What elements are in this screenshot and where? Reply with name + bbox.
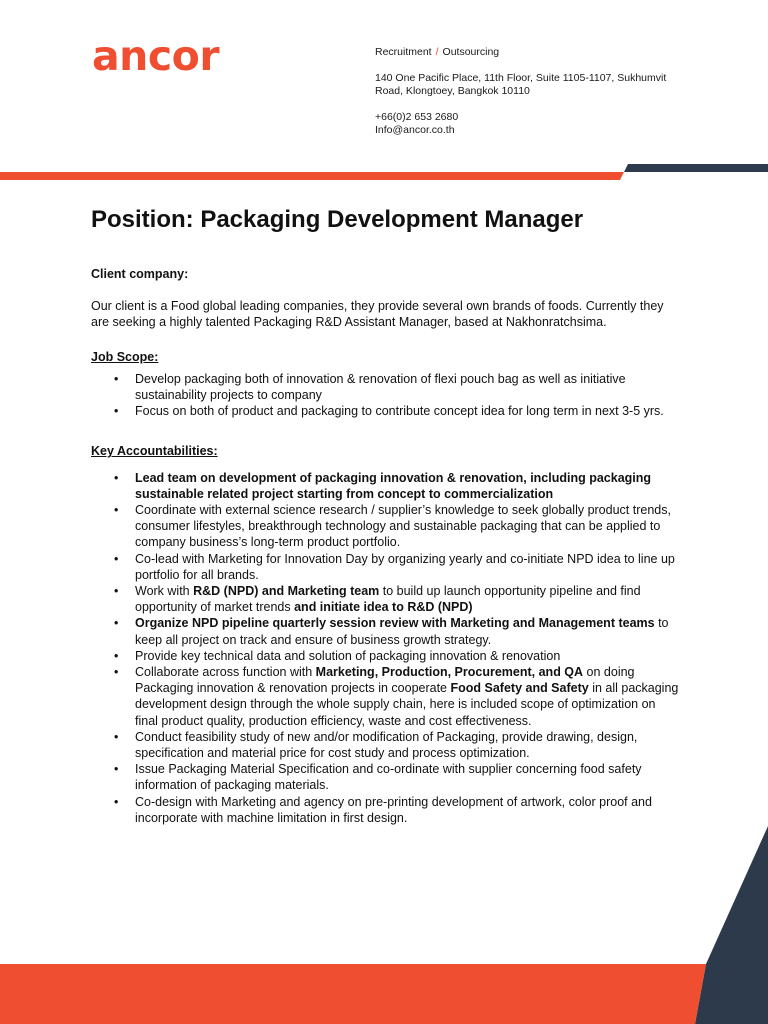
bold-text: Food Safety and Safety	[450, 681, 589, 696]
list-item	[135, 470, 681, 502]
footer-orange-band	[0, 964, 706, 1024]
item-text: Issue Packaging Material Specification and co-ordinate with supplier concerning food safety information of packaging materials.	[135, 762, 642, 793]
email-address: Info@ancor.co.th	[375, 124, 455, 136]
services-line	[375, 46, 666, 59]
list-item	[135, 551, 681, 583]
item-text: on doing Packaging innovation & renovation projects in cooperate	[135, 665, 635, 696]
page-title: Position: Packaging Development Manager	[91, 206, 584, 233]
job-scope-section	[91, 349, 681, 420]
ancor-logo: ancor	[92, 32, 220, 80]
footer-navy-triangle	[695, 826, 768, 1024]
item-text: Collaborate across function with	[135, 665, 316, 680]
contact-block	[375, 46, 666, 137]
item-text: Provide key technical data and solution of packaging innovation & renovation	[135, 648, 561, 663]
item-text: Coordinate with external science research / supplier’s knowledge to seek globally product trends, consumer lifestyles, breakthrough technology and sustainable packaging that can be applied to company business’s long-term product portfolio.	[135, 503, 671, 550]
key-accountabilities-section	[91, 443, 681, 826]
list-item: • Focus on both of product and packaging to contribute concept idea for long term in next 3-5 yrs.	[135, 403, 681, 419]
client-section	[91, 266, 681, 331]
list-item	[135, 648, 681, 664]
bold-text: Lead team on development of packaging innovation & renovation, including packaging sustainable related project starting from concept to commercialization	[135, 470, 652, 501]
address-line-1: 140 One Pacific Place, 11th Floor, Suite 1105-1107, Sukhumvit	[375, 72, 667, 84]
list-item	[135, 615, 681, 647]
address-line-2: Road, Klongtoey, Bangkok 10110	[375, 85, 530, 97]
list-item	[135, 583, 681, 615]
key-accountabilities-label: Key Accountabilities:	[91, 444, 218, 459]
outsourcing-text: Outsourcing	[442, 46, 500, 58]
item-text: Co-design with Marketing and agency on pre-printing development of artwork, color proof and incorporate with machine limitation in first design.	[135, 794, 652, 825]
job-description	[91, 205, 681, 826]
item-text: Conduct feasibility study of new and/or modification of Packaging, provide drawing, design, specification and material price for cost study and process optimization.	[135, 729, 638, 761]
item-text: Co-lead with Marketing for Innovation Day by organizing yearly and co-initiate NPD idea to line up portfolio for all brands.	[135, 551, 675, 582]
key-accountabilities-list	[91, 470, 681, 826]
item-text: in all packaging development design through the whole supply chain, here is included scope of optimization on final product quality, production efficiency, waste and cost effectiveness.	[135, 681, 679, 728]
bold-text: and initiate idea to R&D (NPD)	[294, 600, 473, 615]
header-navy-stripe	[624, 164, 768, 172]
item-text: to keep all project on track and ensure of business growth strategy.	[135, 616, 669, 647]
item-text: Work with	[135, 584, 194, 599]
list-item	[135, 794, 681, 826]
list-item	[135, 761, 681, 793]
phone-number: +66(0)2 653 2680	[375, 111, 459, 123]
item-text: to build up launch opportunity pipeline and find opportunity of market trends	[135, 584, 641, 615]
job-scope-label: Job Scope:	[91, 349, 159, 364]
client-description: Our client is a Food global leading companies, they provide several own brands of foods. Currently they are seeking a highly talented Packaging R&D Assistant Manager, based at Nakhonratchsima.	[91, 299, 664, 330]
header-orange-stripe	[0, 172, 624, 180]
list-item: • Develop packaging both of innovation & renovation of flexi pouch bag as well as initiative sustainability projects to company	[135, 371, 681, 403]
job-scope-list	[91, 371, 681, 420]
bold-text: Organize NPD pipeline quarterly session review with Marketing and Management teams	[135, 616, 655, 631]
list-item	[135, 502, 681, 551]
client-label: Client company:	[91, 267, 189, 281]
bold-text: R&D (NPD) and Marketing team	[193, 584, 380, 599]
separator-slash: /	[435, 46, 439, 58]
list-item	[135, 664, 681, 729]
recruitment-text: Recruitment	[375, 46, 432, 58]
list-item	[135, 729, 681, 761]
bold-text: Marketing, Production, Procurement, and QA	[315, 665, 584, 680]
